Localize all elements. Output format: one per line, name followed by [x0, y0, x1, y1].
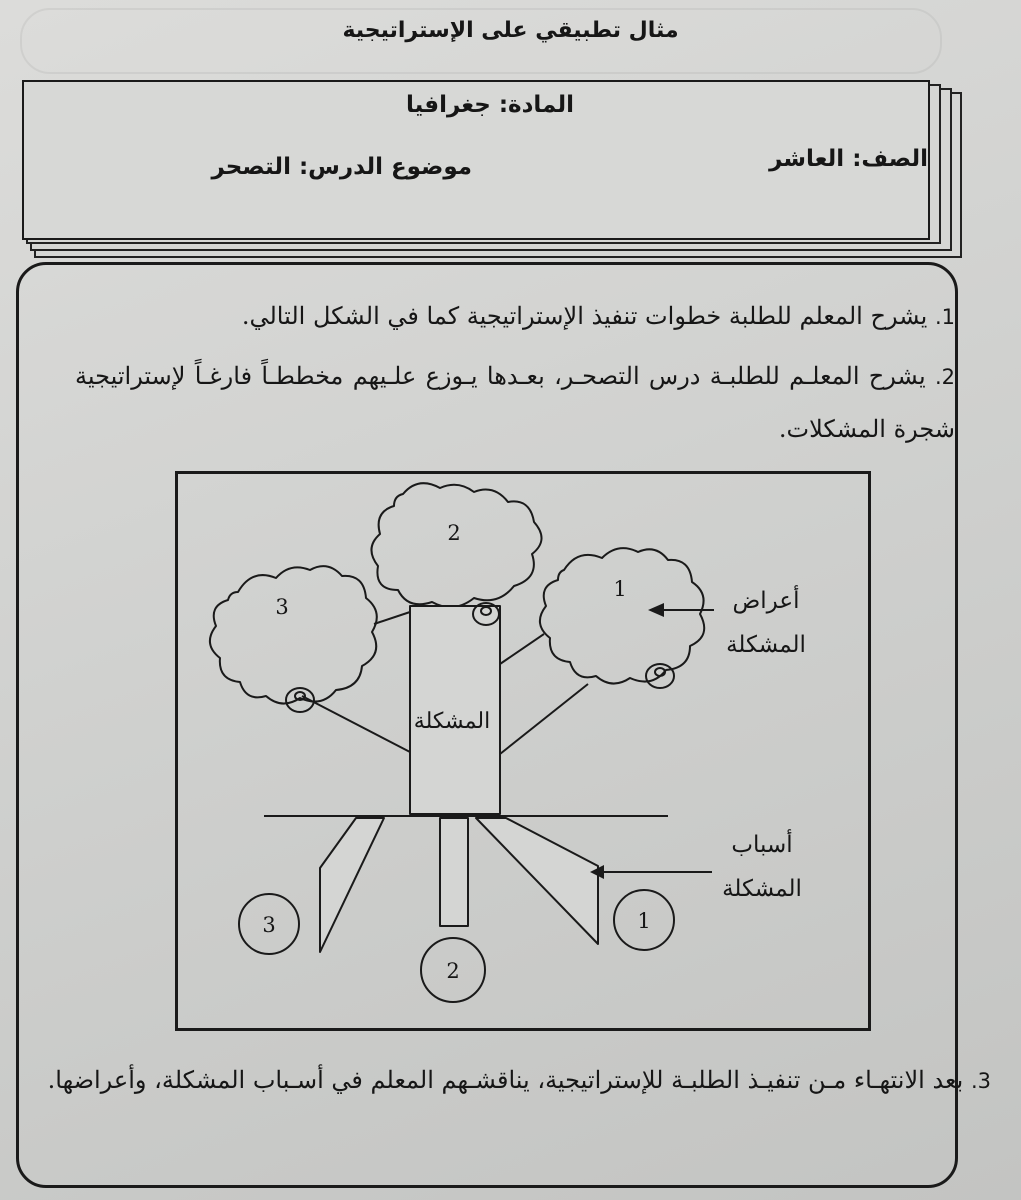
- subject-line: [406, 92, 574, 118]
- step-number: 2.: [934, 365, 955, 389]
- step-text: بعد الانتهـاء مـن تنفيـذ الطلبـة للإستراتيجية، يناقشـهم المعلم في أسـباب المشكلة، وأعراضها.: [47, 1066, 964, 1094]
- step-text: يشرح المعلم للطلبة خطوات تنفيذ الإستراتيجية كما في الشكل التالي.: [241, 302, 928, 330]
- grade-value: العاشر: [769, 146, 845, 172]
- step-number: 3.: [970, 1069, 991, 1093]
- crown-cloud-2: [371, 483, 541, 607]
- step-1: [95, 290, 955, 343]
- topic-value: التصحر: [211, 154, 291, 180]
- branch-right-lower: [500, 684, 588, 754]
- causes-label-1: أسباب: [731, 832, 793, 858]
- root-middle: [440, 818, 468, 926]
- crown-cloud-3: [210, 566, 377, 703]
- crown-cloud-1: [540, 548, 704, 683]
- step-3: [16, 1054, 991, 1107]
- subject-label: المادة:: [498, 92, 574, 118]
- symptoms-arrowhead: [648, 603, 664, 617]
- root-number-3: 3: [262, 913, 276, 937]
- root-number-2: 2: [446, 959, 460, 983]
- branch-left-lower: [302, 696, 410, 752]
- symptoms-label-1: أعراض: [732, 588, 800, 614]
- subject-value: جغرافيا: [405, 92, 491, 118]
- grade-label: الصف:: [852, 146, 928, 172]
- step-text: يشرح المعلـم للطلبـة درس التصحـر، بعـدها يـوزع علـيهم مخططـاً فارغـاً لإستراتيجية شجرة المشكلات.: [75, 362, 955, 443]
- root-right: [476, 818, 598, 944]
- trunk-label: المشكلة: [413, 709, 491, 734]
- topic-label: موضوع الدرس:: [298, 154, 472, 180]
- root-number-1: 1: [637, 909, 651, 933]
- symptoms-label-2: المشكلة: [726, 632, 806, 658]
- problem-tree-drawing: [178, 474, 862, 1022]
- knot-right: [646, 664, 674, 688]
- cloud-number-2: 2: [447, 521, 461, 545]
- root-left: [320, 818, 384, 952]
- causes-label-2: المشكلة: [722, 876, 802, 902]
- page-title: مثال تطبيقي على الإستراتيجية: [342, 18, 679, 43]
- grade-line: [769, 146, 928, 172]
- branch-left-upper: [374, 612, 410, 624]
- branch-right-upper: [500, 634, 544, 664]
- topic-line: [212, 154, 473, 180]
- step-2: [75, 350, 955, 455]
- cloud-number-3: 3: [275, 595, 289, 619]
- cloud-number-1: 1: [613, 577, 627, 601]
- step-number: 1.: [934, 305, 955, 329]
- lesson-header-box: [22, 80, 930, 240]
- problem-tree-diagram: [175, 471, 871, 1031]
